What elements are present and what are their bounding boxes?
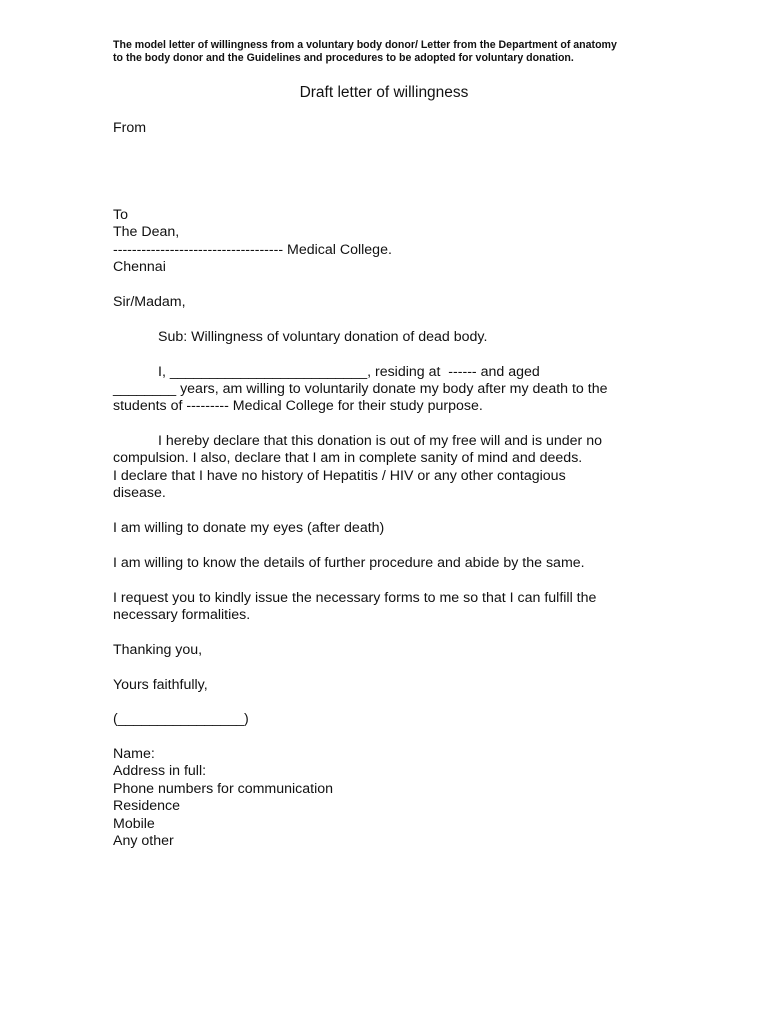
address-college: ------------------------------------ Medical College. <box>113 241 392 258</box>
thanks-line: Thanking you, <box>113 641 203 658</box>
address-to: To <box>113 206 128 223</box>
from-label: From <box>113 120 147 136</box>
eyes-statement: I am willing to donate my eyes (after death) <box>113 520 385 537</box>
detail-name: Name: <box>113 746 155 763</box>
request-line-1: I request you to kindly issue the necessary forms to me so that I can fulfill the <box>113 589 597 606</box>
para2-line-1: I hereby declare that this donation is out of my free will and is under no <box>158 433 603 450</box>
header-line-1: The model letter of willingness from a voluntary body donor/ Letter from the Department of anatomy <box>113 39 617 51</box>
address-dean: The Dean, <box>113 224 180 241</box>
letter-body <box>113 120 673 850</box>
para2-line-2: compulsion. I also, declare that I am in complete sanity of mind and deeds. <box>113 450 583 467</box>
para1-line-1: I, _________________________, residing at ------ and aged <box>158 363 540 380</box>
salutation: Sir/Madam, <box>113 293 186 310</box>
closing-line: Yours faithfully, <box>113 676 208 693</box>
document-header <box>113 39 673 65</box>
subject-line: Sub: Willingness of voluntary donation of dead body. <box>158 328 488 345</box>
address-city: Chennai <box>113 259 166 276</box>
detail-other: Any other <box>113 833 174 850</box>
para2-line-3: I declare that I have no history of Hepatitis / HIV or any other contagious <box>113 467 566 484</box>
detail-address: Address in full: <box>113 763 207 780</box>
para2-line-4: disease. <box>113 485 166 502</box>
para1-line-3: students of --------- Medical College for their study purpose. <box>113 398 483 415</box>
letter-title: Draft letter of willingness <box>299 84 469 101</box>
detail-mobile: Mobile <box>113 815 155 832</box>
signature-line: (________________) <box>113 711 249 728</box>
detail-residence: Residence <box>113 798 181 815</box>
para1-line-2: ________ years, am willing to voluntarily donate my body after my death to the <box>113 380 608 397</box>
header-line-2: to the body donor and the Guidelines and procedures to be adopted for voluntary donation. <box>113 52 574 64</box>
detail-phone: Phone numbers for communication <box>113 780 334 797</box>
request-line-2: necessary formalities. <box>113 606 251 623</box>
procedure-statement: I am willing to know the details of further procedure and abide by the same. <box>113 554 585 571</box>
